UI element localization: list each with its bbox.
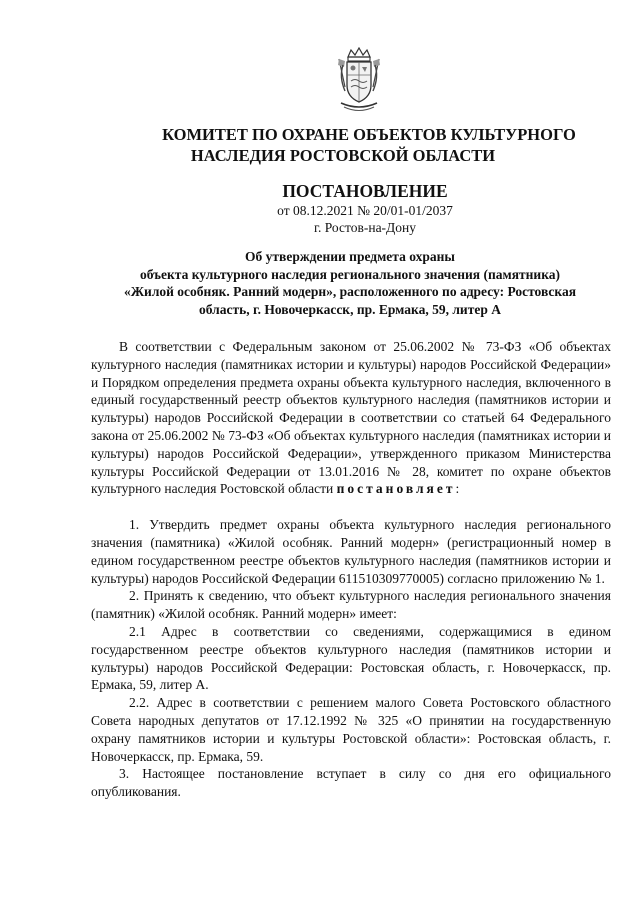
preamble-text: В соответствии с Федеральным законом от 25.06.2002 № 73-ФЗ «Об объектах культурного наследия (памятниках истории и культуры) народов Российской Федерации» и Порядком определения предмета охраны объекта культурного наследия, включенного в единый государственный реестр объектов культурного наследия (памятников истории и культуры) народов Российской Федерации в соответствии со статьей 64 Федерального закона от 25.06.2002 № 73-ФЗ «Об объектах культурного наследия (памятниках истории и культуры) народов Российской Федерации», утвержденного приказом Министерства культуры Российской Федерации от 13.01.2016 № 28, комитет по охране объектов культурного наследия Ростовской области	[91, 339, 611, 497]
subject-line-4: область, г. Новочеркасск, пр. Ермака, 59, литер А	[199, 301, 501, 317]
authority-line-1: КОМИТЕТ ПО ОХРАНЕ ОБЪЕКТОВ КУЛЬТУРНОГО	[162, 125, 576, 144]
item-2: 2. Принять к сведению, что объект культурного наследия регионального значения (памятник) «Жилой особняк. Ранний модерн» имеет:	[91, 588, 611, 622]
resolves-word: постановляет	[336, 481, 456, 497]
item-3: 3. Настоящее постановление вступает в силу со дня его официального опубликования.	[91, 766, 611, 800]
subject-line-2: объекта культурного наследия регионального значения (памятника)	[139, 266, 561, 282]
item-2-2: 2.2. Адрес в соответствии с решением малого Совета Ростовского областного Совета народных депутатов от 17.12.1992 № 325 «О принятии на государственную охрану памятников истории и культуры Ростовской области»: Ростовская область, г. Новочеркасск, пр. Ермака, 59.	[91, 695, 611, 764]
issuing-authority	[0, 124, 640, 166]
subject-line-3: «Жилой особняк. Ранний модерн», расположенного по адресу: Ростовская	[123, 284, 577, 300]
preamble-paragraph	[91, 338, 611, 498]
paragraph-gap	[91, 498, 611, 516]
document-date-number	[0, 202, 640, 236]
document-type: ПОСТАНОВЛЕНИЕ	[282, 181, 448, 201]
document-subject	[90, 248, 610, 318]
subject-line-1: Об утверждении предмета охраны	[245, 249, 455, 264]
resolves-colon: :	[455, 481, 460, 497]
issue-city: г. Ростов-на-Дону	[313, 220, 416, 235]
document-body	[91, 338, 611, 801]
authority-line-2: НАСЛЕДИЯ РОСТОВСКОЙ ОБЛАСТИ	[190, 146, 496, 165]
rostov-oblast-coat-of-arms-icon	[334, 47, 384, 115]
item-2-1: 2.1 Адрес в соответствии со сведениями, содержащимися в едином государственном реестре объектов культурного наследия (памятников истории и культуры) народов Российской Федерации: Ростовская область, г. Новочеркасск, пр. Ермака, 59, литер А.	[91, 623, 611, 693]
date-and-number: от 08.12.2021 № 20/01-01/2037	[277, 203, 453, 218]
item-1: 1. Утвердить предмет охраны объекта культурного наследия регионального значения (памятника) «Жилой особняк. Ранний модерн» (регистрационный номер в едином государственном реестре объектов культурного наследия (памятников истории и культуры) народов Российской Федерации 611510309770005) согласно приложению № 1.	[91, 517, 611, 586]
